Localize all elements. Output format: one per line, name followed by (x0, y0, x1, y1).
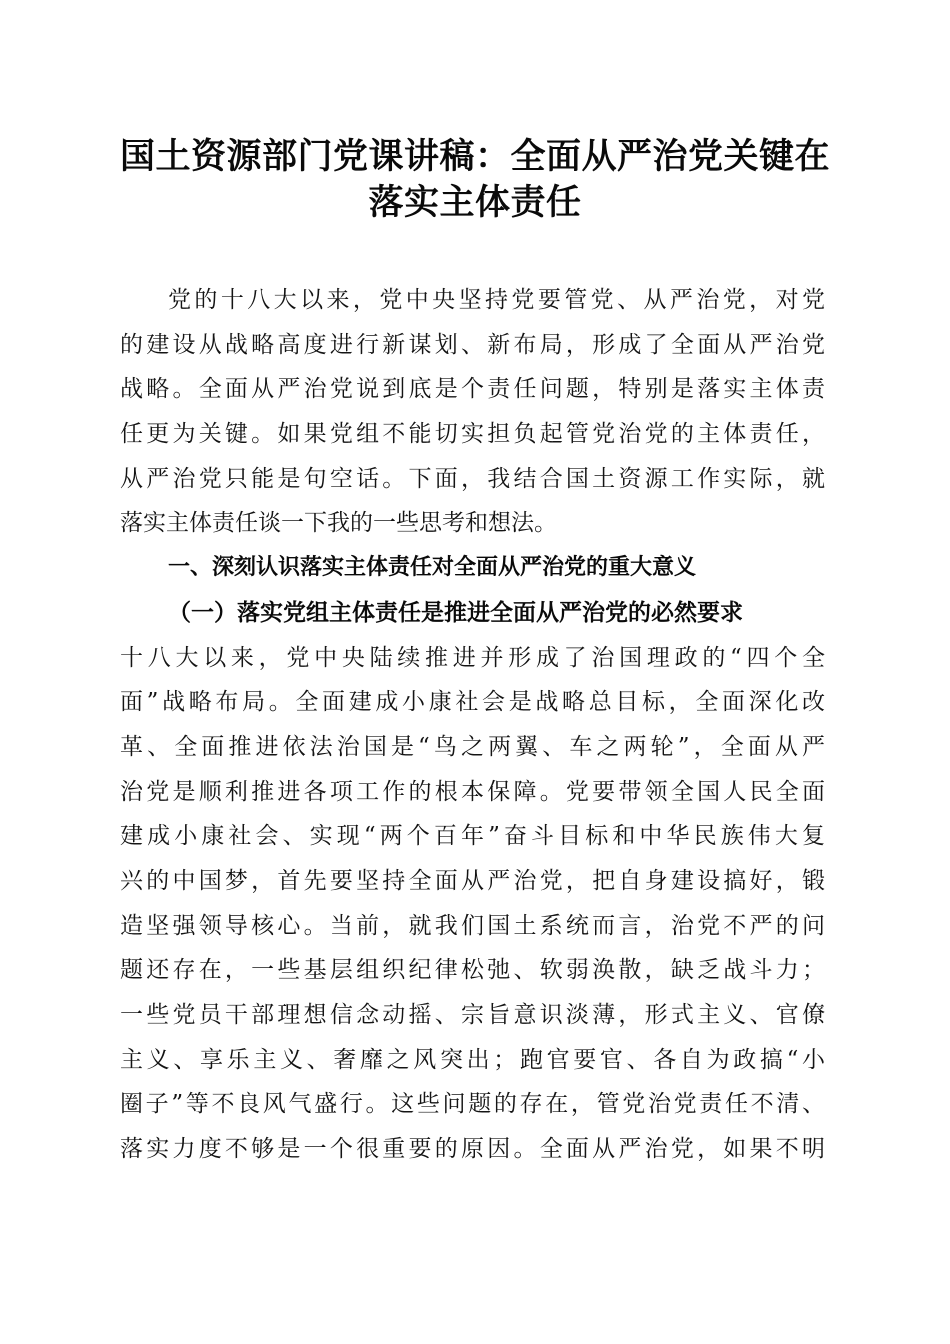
sub1-line-11: 圈子”等不良风气盛行。这些问题的存在，管党治党责任不清、 (120, 1091, 825, 1118)
title-line-2: 落实主体责任 (368, 182, 582, 223)
sub1-line-7: 造坚强领导核心。当前，就我们国土系统而言，治党不严的问 (120, 912, 825, 939)
sub1-line-12: 落实力度不够是一个很重要的原因。全面从严治党，如果不明 (120, 1136, 825, 1163)
title-line-1: 国土资源部门党课讲稿：全面从严治党关键在 (119, 136, 830, 177)
intro-line-6: 落实主体责任谈一下我的一些思考和想法。 (120, 510, 557, 537)
sub1-line-4: 治党是顺利推进各项工作的根本保障。党要带领全国人民全面 (120, 778, 825, 805)
sub1-line-6: 兴的中国梦，首先要坚持全面从严治党，把自身建设搞好，锻 (120, 867, 825, 894)
sub1-line-1: 十八大以来，党中央陆续推进并形成了治国理政的“四个全 (120, 644, 825, 671)
intro-line-5: 从严治党只能是句空话。下面，我结合国土资源工作实际，就 (120, 465, 825, 492)
section-1-heading: 一、深刻认识落实主体责任对全面从严治党的重大意义 (168, 555, 697, 581)
document-title (100, 134, 850, 226)
sub1-line-8: 题还存在，一些基层组织纪律松弛、软弱涣散，缺乏战斗力； (120, 957, 825, 984)
sub1-line-10: 主义、享乐主义、奢靡之风突出；跑官要官、各自为政搞“小 (120, 1046, 825, 1073)
document-body (120, 278, 825, 1172)
sub1-line-3: 革、全面推进依法治国是“鸟之两翼、车之两轮”，全面从严 (120, 733, 825, 760)
sub1-line-2: 面”战略布局。全面建成小康社会是战略总目标，全面深化改 (120, 689, 825, 716)
intro-line-4: 任更为关键。如果党组不能切实担负起管党治党的主体责任， (120, 421, 825, 448)
subsection-1-heading: （一）落实党组主体责任是推进全面从严治党的必然要求 (168, 598, 743, 626)
sub1-line-5: 建成小康社会、实现“两个百年”奋斗目标和中华民族伟大复 (120, 823, 825, 850)
intro-line-2: 的建设从战略高度进行新谋划、新布局，形成了全面从严治党 (120, 331, 825, 358)
intro-line-1: 党的十八大以来，党中央坚持党要管党、从严治党，对党 (168, 287, 825, 313)
sub1-line-9: 一些党员干部理想信念动摇、宗旨意识淡薄，形式主义、官僚 (120, 1002, 825, 1028)
intro-line-3: 战略。全面从严治党说到底是个责任问题，特别是落实主体责 (120, 376, 825, 403)
